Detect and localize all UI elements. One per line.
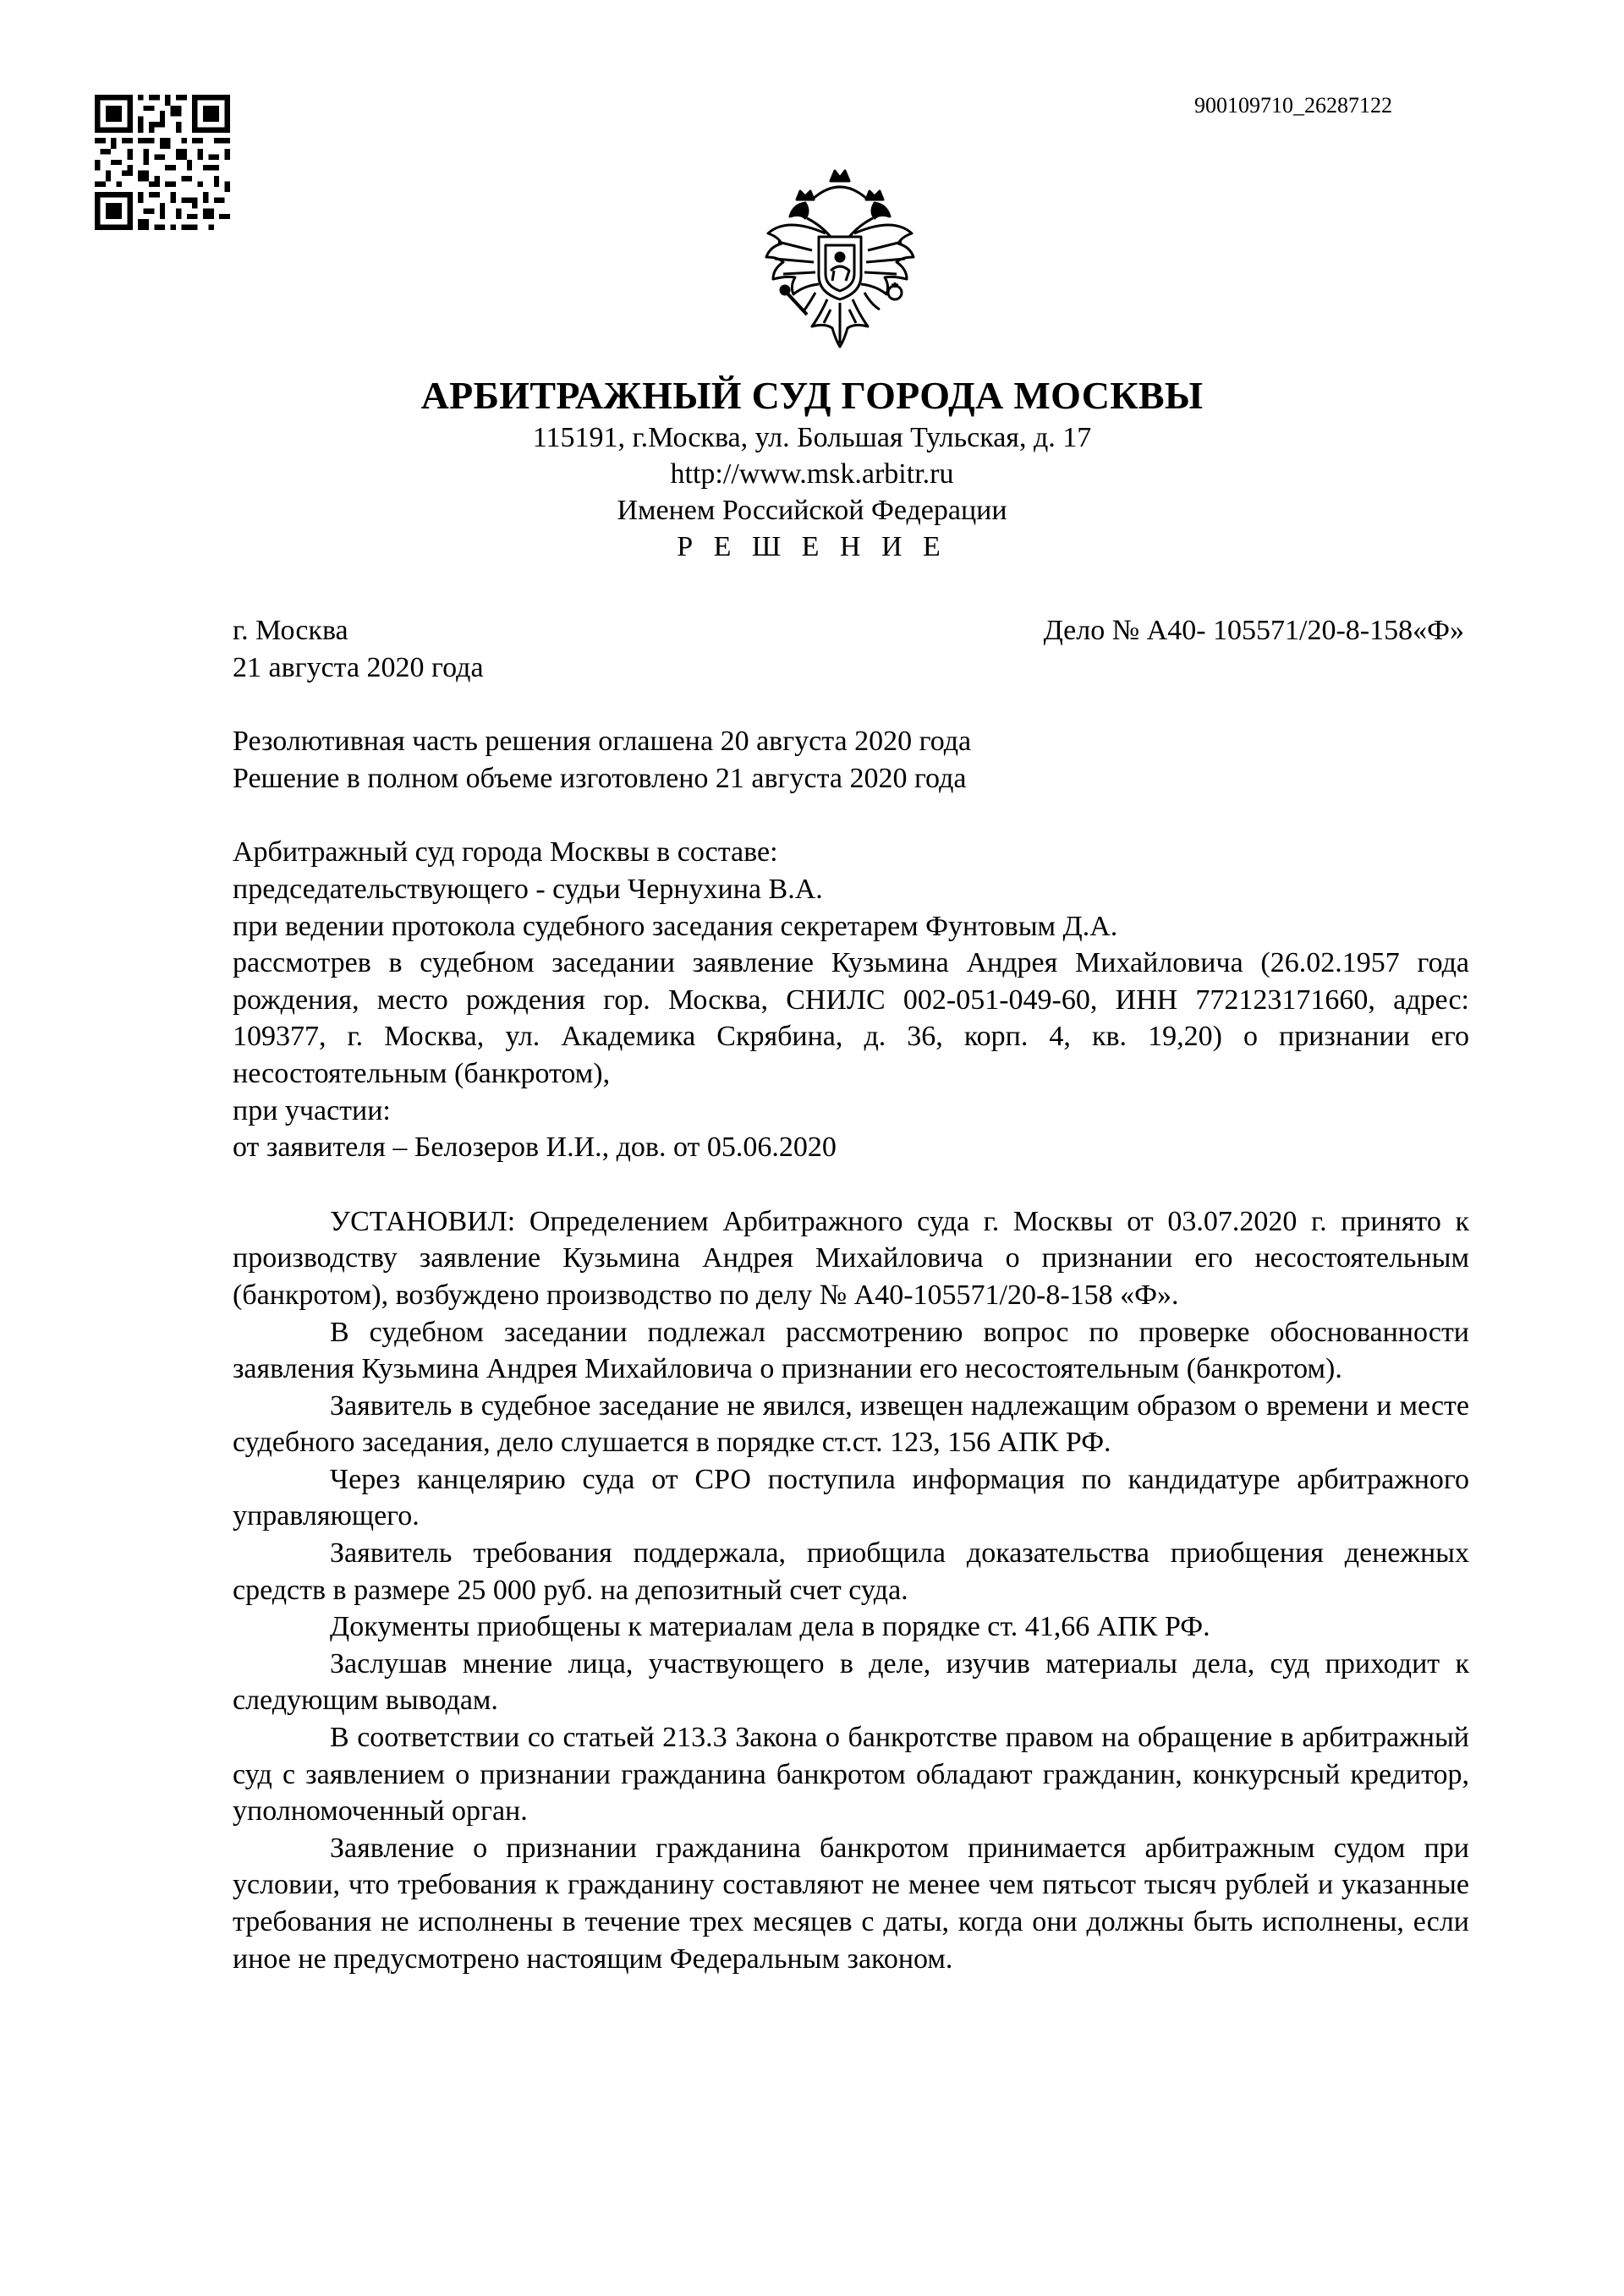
paragraph-bankruptcy-conditions: Заявление о признании гражданина банкротом принимается арбитражным судом при условии, что требования к гражданину составляют не менее чем пятьсот тысяч рублей и указанные требования не исполнены в течение трех месяцев с даты, когда они должны быть исполнены, если иное не предусмотрено настоящим Федеральным законом. (233, 1832, 1469, 1975)
court-name: АРБИТРАЖНЫЙ СУД ГОРОДА МОСКВЫ (420, 374, 1204, 417)
city: г. Москва (233, 615, 348, 646)
application-description: рассмотрев в судебном заседании заявление Кузьмина Андрея Михайловича (26.02.1957 года рождения, место рождения гор. Москва, СНИЛС 002-051-049-60, ИНН 772123171660, адрес: 109377, г. Москва, ул. Академика Скрябина, д. 36, корп. 4, кв. 19,20) о признании его несостоятельным (банкротом), (233, 947, 1469, 1089)
paragraph-deposit: Заявитель требования поддержала, приобщила доказательства приобщения денежных средств в размере 25 000 руб. на депозитный счет суда. (233, 1537, 1469, 1606)
paragraph-hearing-question: В судебном заседании подлежал рассмотрению вопрос по проверке обоснованности заявления Кузьмина Андрея Михайловича о признании его несостоятельным (банкротом). (233, 1316, 1469, 1385)
paragraph-article-213-3: В соответствии со статьей 213.3 Закона о банкротстве правом на обращение в арбитражный суд с заявлением о признании гражданина банкротом обладают гражданин, конкурсный кредитор, уполномоченный орган. (233, 1722, 1469, 1827)
resolution-announced: Резолютивная часть решения оглашена 20 августа 2020 года (233, 726, 972, 758)
coat-of-arms-emblem (753, 166, 927, 352)
composition-line: Арбитражный суд города Москвы в составе: (233, 836, 778, 869)
full-decision-date: Решение в полном объеме изготовлено 21 августа 2020 года (233, 762, 967, 794)
decision-date: 21 августа 2020 года (233, 651, 484, 683)
paragraph-documents: Документы приобщены к материалам дела в порядке ст. 41,66 АПК РФ. (330, 1611, 1210, 1643)
applicant-representative: от заявителя – Белозеров И.И., дов. от 05.06.2020 (233, 1132, 837, 1164)
court-website: http://www.msk.arbitr.ru (670, 458, 954, 490)
presiding-judge: председательствующего - судьи Чернухина В.А. (233, 873, 823, 905)
city-case-row (233, 612, 1469, 649)
paragraph-conclusions: Заслушав мнение лица, участвующего в деле, изучив материалы дела, суд приходит к следующим выводам. (233, 1647, 1469, 1717)
document-id: 900109710_26287122 (1194, 93, 1392, 118)
participation-label: при участии: (233, 1094, 391, 1126)
paragraph-applicant-absent: Заявитель в судебное заседание не явился, извещен надлежащим образом о времени и месте судебного заседания, дело слушается в порядке ст.ст. 123, 156 АПК РФ. (233, 1389, 1469, 1459)
court-address: 115191, г.Москва, ул. Большая Тульская, д. 17 (532, 422, 1092, 453)
in-name-line: Именем Российской Федерации (617, 495, 1007, 526)
qr-code (95, 95, 230, 230)
paragraph-sro-info: Через канцелярию суда от СРО поступила информация по кандидатуре арбитражного управляющего. (233, 1463, 1469, 1532)
document-type: Р Е Ш Е Н И Е (677, 531, 947, 562)
case-number: Дело № А40- 105571/20-8-158«Ф» (1043, 615, 1464, 646)
decision-body (233, 612, 1469, 1977)
secretary-line: при ведении протокола судебного заседания секретарем Фунтовым Д.А. (233, 910, 1118, 942)
court-header (0, 372, 1624, 565)
paragraph-established: УСТАНОВИЛ: Определением Арбитражного суда г. Москвы от 03.07.2020 г. принято к производству заявление Кузьмина Андрея Михайловича о признании его несостоятельным (банкротом), возбуждено производство по делу № А40-105571/20-8-158 «Ф». (233, 1205, 1469, 1311)
